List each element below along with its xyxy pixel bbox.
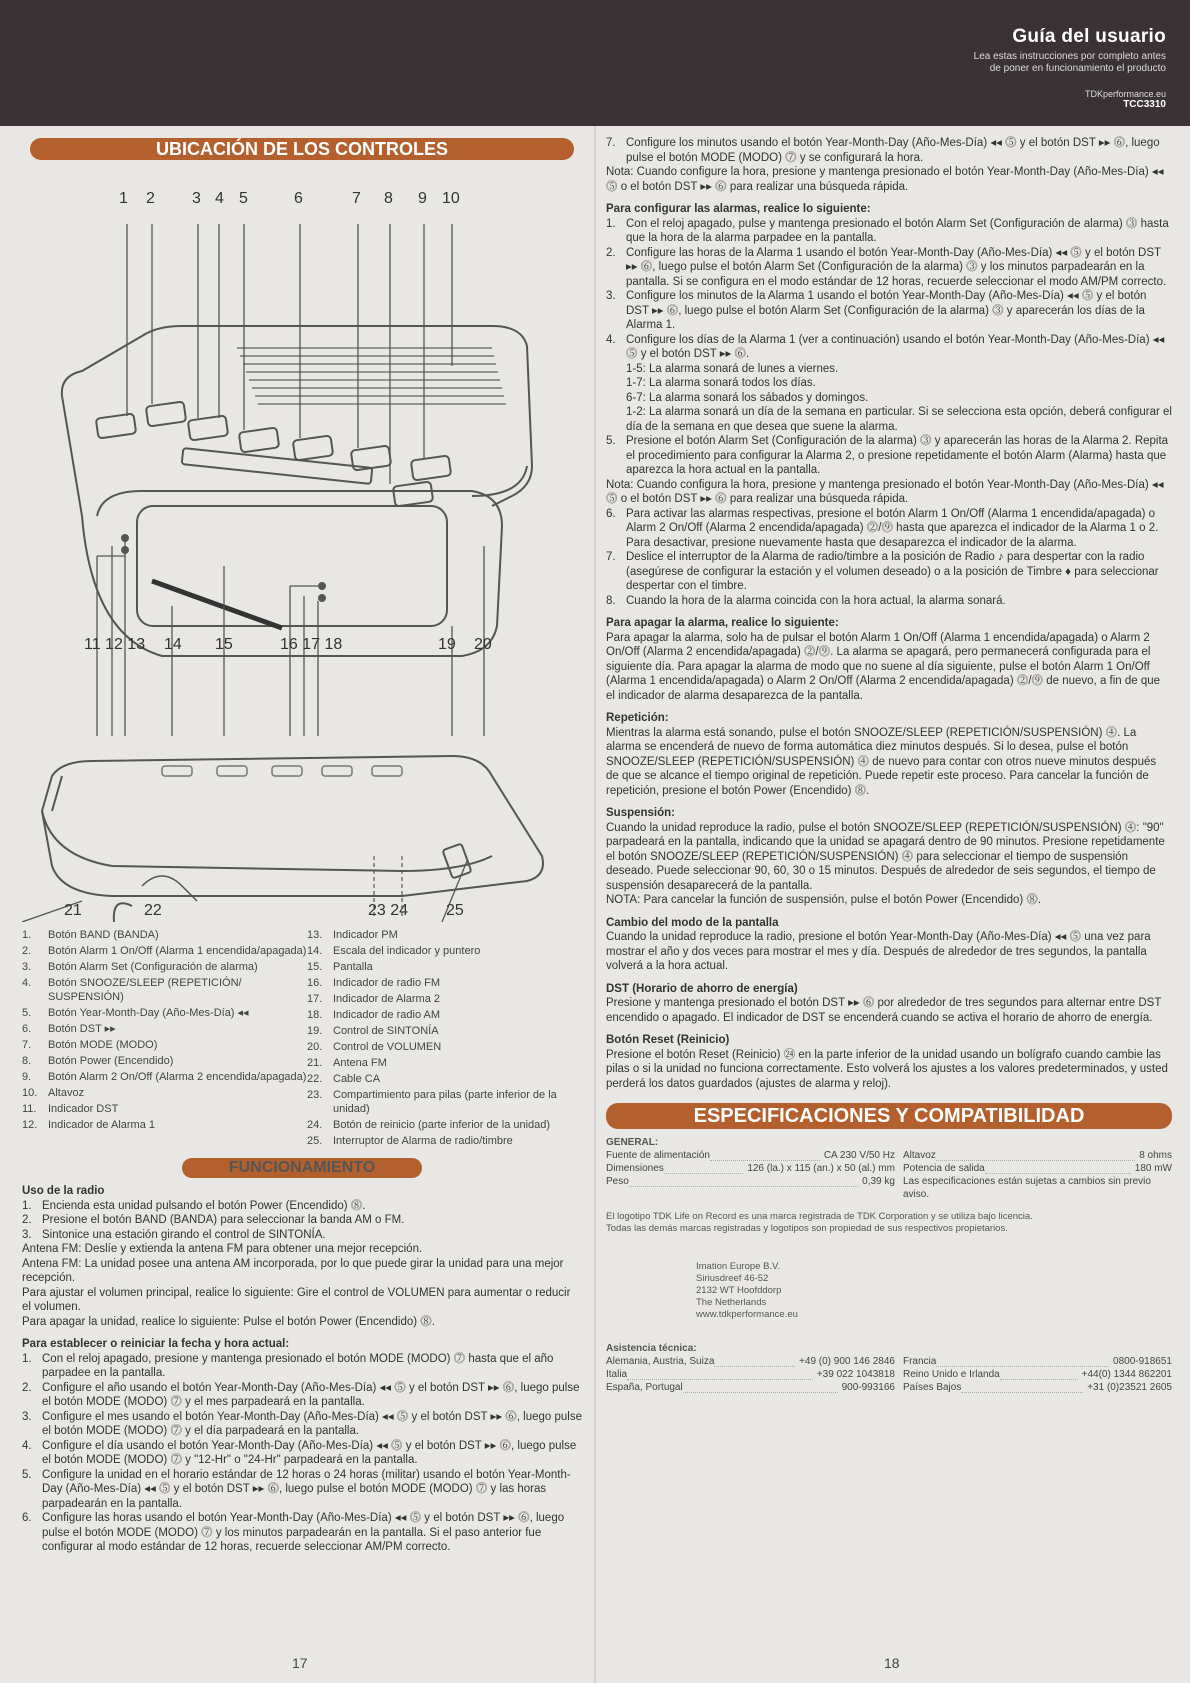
- list-item: 16. Indicador de radio FM: [307, 977, 440, 989]
- callout-9: 9: [418, 190, 427, 207]
- sleep-note: NOTA: Para cancelar la función de suspensión, pulse el botón Power (Encendido) ⓼.: [606, 894, 1042, 906]
- note-alarm: Nota: Cuando configura la hora, presione y mantenga presionado el botón Year-Month-Day (Año-Mes-Día) ◂◂ ⓹ o el botón DST ▸▸ ⓺ para realizar una búsqueda rápida.: [606, 478, 1164, 505]
- list-item: 18. Indicador de radio AM: [307, 1009, 441, 1021]
- list-item: 3. Sintonice una estación girando el control de SINTONÍA.: [22, 1228, 326, 1241]
- guide-subtitle-2: de poner en funcionamiento el producto: [989, 63, 1166, 74]
- support-left: [606, 1355, 895, 1394]
- note-time: Nota: Cuando configure la hora, presione y mantenga presionado el botón Year-Month-Day (Año-Mes-Día) ◂◂ ⓹ o el botón DST ▸▸ ⓺ para realizar una búsqueda rápida.: [606, 166, 1164, 193]
- list-item: 12. Indicador de Alarma 1: [22, 1119, 156, 1131]
- callout-20: 20: [474, 636, 492, 653]
- alarm-days-list: [606, 362, 1172, 435]
- support-heading: Asistencia técnica:: [606, 1343, 697, 1354]
- list-item: 6. Botón DST ▸▸: [22, 1023, 116, 1035]
- list-item: 8. Botón Power (Encendido): [22, 1055, 174, 1067]
- alarm-steps: [606, 217, 1172, 362]
- sleep-heading: Suspensión:: [606, 807, 676, 819]
- list-item: 1-5: La alarma sonará de lunes a viernes.: [626, 362, 839, 375]
- callout-7: 7: [352, 190, 361, 207]
- table-row: Francia 0800-918651: [902, 1356, 1172, 1367]
- clock-illustration: [22, 166, 582, 922]
- callout-1: 1: [119, 190, 128, 207]
- power-off-text: Para apagar la unidad, realice lo siguiente: Pulse el botón Power (Encendido) ⓼.: [22, 1315, 435, 1328]
- table-row: Altavoz 8 ohms: [902, 1150, 1172, 1161]
- stop-alarm-text: Para apagar la alarma, solo ha de pulsar el botón Alarm 1 On/Off (Alarma 1 encendida/apagada) o Alarm 2 On/Off (Alarma 2 encendida/apagada) ⓶/⓽. La alarma se apagará, pero permanecerá configurada para el siguiente día. Para apagar la alarma de modo que no suene al día siguiente, pulse el botón Alarm 1 On/Off (Alarma 1 encendida/apagada) o Alarm 2 On/Off (Alarma 2 encendida/apagada) ⓶/⓽ de nuevo, a fin de que el indicador de alarma desaparezca de la pantalla.: [606, 631, 1161, 702]
- list-item: 15. Pantalla: [307, 961, 373, 973]
- page-fold: [594, 126, 596, 1683]
- trademark-line-1: El logotipo TDK Life on Record es una marca registrada de TDK Corporation y se utiliza bajo licencia.: [606, 1211, 1033, 1222]
- display-mode-heading: Cambio del modo de la pantalla: [606, 916, 779, 929]
- sleep-text: Cuando la unidad reproduce la radio, pulse el botón SNOOZE/SLEEP (REPETICIÓN/SUSPENSIÓN) ⓸: "90" parpadeará en la pantalla, indicando que la unidad se apagará dentro de 90 minutos. Presione repetidamente el botón SNOOZE/SLEEP (REPETICIÓN/SUSPENSIÓN) ⓸ para seleccionar el tiempo de suspensión deseado. Puede seleccionar 90, 60, 30 o 15 minutos. Después de alrededor de seis segundos, el tiempo de suspensión desaparecerá de la pantalla.: [606, 821, 1165, 892]
- specs-right: [903, 1149, 1172, 1201]
- list-item: 19. Control de SINTONÍA: [307, 1025, 439, 1037]
- am-antenna-text: Antena FM: La unidad posee una antena AM incorporada, por lo que puede girar la unidad para una mejor recepción.: [22, 1257, 564, 1284]
- controls-legend: [22, 928, 582, 1150]
- callout-11-13: 11 12 13: [84, 636, 146, 653]
- list-item: 21. Antena FM: [307, 1057, 387, 1069]
- general-heading: GENERAL:: [606, 1137, 659, 1148]
- list-item: 1. Con el reloj apagado, presione y mantenga presionado el botón MODE (MODO) ⓻ hasta que el año parpadee en la pantalla.: [22, 1352, 554, 1379]
- page-number-left: 17: [292, 1655, 308, 1671]
- display-mode-text: Cuando la unidad reproduce la radio, presione el botón Year-Month-Day (Año-Mes-Día) ◂◂ ⓹ una vez para mostrar el año y dos veces para mostrar el mes y día. Después de alrededor de tres segundos, la pantalla volverá a la hora actual.: [606, 931, 1151, 972]
- callout-22: 22: [144, 902, 162, 919]
- operation-banner: FUNCIONAMIENTO: [182, 1158, 422, 1178]
- list-item: 17. Indicador de Alarma 2: [307, 993, 441, 1005]
- volume-text: Para ajustar el volumen principal, realice lo siguiente: Gire el control de VOLUMEN para aumentar o reducir el volumen.: [22, 1286, 571, 1313]
- company-address: Imation Europe B.V. Siriusdreef 46-52 2132 WT Hoofddorp The Netherlands www.tdkperformance.eu: [696, 1261, 798, 1320]
- list-item: 6. Para activar las alarmas respectivas, presione el botón Alarm 1 On/Off (Alarma 1 encendida/apagada) o Alarm 2 On/Off (Alarma 2 encendida/apagada) ⓶/⓽ hasta que aparezca el indicador de la Alarma 1 o 2. Para desactivar, presione nuevamente hasta que desaparezca el indicador de la alarma.: [606, 507, 1159, 549]
- list-item: 5. Presione el botón Alarm Set (Configuración de la alarma) ⓷ y aparecerán las horas de la Alarma 2. Repita el procedimiento para configurar la Alarma 2, o presione repetidamente el botón Alarm (Alarma) hasta que aparezca la hora actual en la pantalla.: [606, 435, 1169, 476]
- list-item: 8. Cuando la hora de la alarma coincida con la hora actual, la alarma sonará.: [606, 594, 1006, 607]
- callout-6: 6: [294, 190, 303, 207]
- guide-subtitle-1: Lea estas instrucciones por completo antes: [973, 51, 1166, 62]
- radio-heading: Uso de la radio: [22, 1185, 105, 1197]
- specs-table: [606, 1149, 1172, 1201]
- support-table: [606, 1355, 1172, 1394]
- list-item: 1-2: La alarma sonará un día de la semana en particular. Si se selecciona esta opción, deberá configurar el día de la semana en que desea que suene la alarma.: [626, 406, 1172, 433]
- alarm-steps-b: [606, 434, 1172, 478]
- list-item: 4. Configure el día usando el botón Year-Month-Day (Año-Mes-Día) ◂◂ ⓹ y el botón DST ▸▸ ⓺, luego pulse el botón MODE (MODO) ⓻ y "12-Hr" o "24-Hr" parpadeará en la pantalla.: [22, 1439, 577, 1466]
- list-item: 2. Configure las horas de la Alarma 1 usando el botón Year-Month-Day (Año-Mes-Día) ◂◂ ⓹ y el botón DST ▸▸ ⓺, luego pulse el botón Alarm Set (Configuración de la alarma) ⓷ y los minutos parpadearán en la pantalla. Si se configura en el modo estándar de 12 horas, recuerde seleccionar el modo AM/PM correcto.: [606, 246, 1167, 288]
- list-item: 4. Botón SNOOZE/SLEEP (REPETICIÓN/ SUSPENSIÓN): [22, 977, 242, 1003]
- header-block: [746, 26, 1166, 110]
- list-item: 6. Configure las horas usando el botón Year-Month-Day (Año-Mes-Día) ◂◂ ⓹ y el botón DST ▸▸ ⓺, luego pulse el botón MODE (MODO) ⓻ y los minutos parpadearán en la pantalla. Si el paso anterior fue configurar al modo estándar de 12 horas, recuerde seleccionar AM/PM correcto.: [22, 1512, 565, 1553]
- callout-4: 4: [215, 190, 224, 207]
- table-row: Países Bajos +31 (0)23521 2605: [902, 1382, 1172, 1393]
- reset-heading: Botón Reset (Reinicio): [606, 1034, 730, 1046]
- model-number: TCC3310: [1123, 99, 1166, 110]
- list-item: 11. Indicador DST: [22, 1103, 119, 1115]
- list-item: 22. Cable CA: [307, 1073, 381, 1085]
- callout-3: 3: [192, 190, 201, 207]
- snooze-heading: Repetición:: [606, 712, 669, 724]
- callout-19: 19: [438, 636, 456, 653]
- datetime-steps: [22, 1352, 582, 1555]
- list-item: 6-7: La alarma sonará los sábados y domingos.: [626, 391, 869, 404]
- list-item: 3. Configure el mes usando el botón Year-Month-Day (Año-Mes-Día) ◂◂ ⓹ y el botón DST ▸▸ ⓺, luego pulse el botón MODE (MODO) ⓻ y el día parpadeará en la pantalla.: [22, 1410, 582, 1437]
- alarm-steps-c: [606, 507, 1172, 609]
- fm-antenna-text: Antena FM: Deslíe y extienda la antena FM para obtener una mejor recepción.: [22, 1243, 423, 1255]
- stop-alarm-heading: Para apagar la alarma, realice lo siguiente:: [606, 617, 839, 629]
- callout-15: 15: [215, 636, 233, 653]
- callout-16-18: 16 17 18: [280, 636, 343, 653]
- list-item: 4. Configure los días de la Alarma 1 (ver a continuación) usando el botón Year-Month-Day (Año-Mes-Día) ◂◂ ⓹ y el botón DST ▸▸ ⓺.: [606, 333, 1165, 360]
- page-number-right: 18: [884, 1655, 900, 1671]
- header-bar: [0, 0, 1190, 126]
- list-item: 5. Botón Year-Month-Day (Año-Mes-Día) ◂◂: [22, 1007, 249, 1019]
- callout-23-24: 23 24: [368, 902, 409, 919]
- table-row: Peso 0,39 kg: [606, 1176, 895, 1187]
- callout-21: 21: [64, 902, 82, 919]
- left-page: [22, 138, 582, 1555]
- callout-25: 25: [446, 902, 464, 919]
- list-item: 23. Compartimiento para pilas (parte inferior de la unidad): [307, 1089, 557, 1115]
- list-item: 14. Escala del indicador y puntero: [307, 945, 481, 957]
- controls-banner: UBICACIÓN DE LOS CONTROLES: [30, 138, 574, 160]
- table-row: Alemania, Austria, Suiza +49 (0) 900 146 2846: [606, 1356, 895, 1367]
- list-item: 25. Interruptor de Alarma de radio/timbre: [307, 1135, 513, 1147]
- right-page: [606, 136, 1172, 1394]
- table-row: Italia +39 022 1043818: [606, 1369, 895, 1380]
- guide-title: Guía del usuario: [1012, 26, 1166, 47]
- list-item: 5. Configure la unidad en el horario estándar de 12 horas o 24 horas (militar) usando el botón Year-Month-Day (Año-Mes-Día) ◂◂ ⓹ y el botón DST ▸▸ ⓺, luego pulse el botón MODE (MODO) ⓻ y las horas parpadearán en la pantalla.: [22, 1468, 571, 1510]
- callout-10: 10: [442, 190, 460, 207]
- website: TDKperformance.eu: [1084, 89, 1166, 99]
- list-item: 1-7: La alarma sonará todos los días.: [626, 377, 816, 389]
- trademark-line-2: Todas las demás marcas registradas y logotipos son propiedad de sus respectivos propietarios.: [606, 1223, 1008, 1234]
- list-item: 20. Control de VOLUMEN: [307, 1041, 442, 1053]
- list-item: 1. Con el reloj apagado, pulse y mantenga presionado el botón Alarm Set (Configuración de alarma) ⓷ hasta que la hora de la alarma parpadee en la pantalla.: [606, 217, 1169, 244]
- specs-note: Las especificaciones están sujetas a cambios sin previo aviso.: [902, 1176, 1151, 1200]
- table-row: Dimensiones 126 (la.) x 115 (an.) x 50 (al.) mm: [606, 1163, 895, 1174]
- table-row: Reino Unido e Irlanda +44(0) 1344 862201: [902, 1369, 1172, 1380]
- list-item: 24. Botón de reinicio (parte inferior de la unidad): [307, 1119, 551, 1131]
- list-item: 1. Botón BAND (BANDA): [22, 929, 159, 941]
- list-item: 3. Configure los minutos de la Alarma 1 usando el botón Year-Month-Day (Año-Mes-Día) ◂◂ ⓹ y el botón DST ▸▸ ⓺, luego pulse el botón Alarm Set (Configuración de la alarma) ⓷ y aparecerán los días de la Alarma 1.: [606, 290, 1147, 331]
- reset-text: Presione el botón Reset (Reinicio) ㉔ en la parte inferior de la unidad usando un bolígrafo cuando cambie las pilas o si la unidad no funciona correctamente. Esto volverá los ajustes a los valores predeterminados, y usted perderá los datos guardados (ajustes de alarma y reloj).: [606, 1048, 1168, 1090]
- list-item: 3. Botón Alarm Set (Configuración de alarma): [22, 961, 258, 973]
- legend-list-right: [307, 928, 577, 1150]
- list-item: 7. Configure los minutos usando el botón Year-Month-Day (Año-Mes-Día) ◂◂ ⓹ y el botón DST ▸▸ ⓺, luego pulse el botón MODE (MODO) ⓻ y se configurará la hora.: [606, 137, 1160, 164]
- list-item: 9. Botón Alarm 2 On/Off (Alarma 2 encendida/apagada): [22, 1071, 307, 1083]
- datetime-heading: Para establecer o reiniciar la fecha y hora actual:: [22, 1338, 290, 1350]
- dst-text: Presione y mantenga presionado el botón DST ▸▸ ⓺ por alrededor de tres segundos para alternar entre DST encendido o apagado. El indicador de DST se encenderá cuando se activa el horario de ahorro de energía.: [606, 997, 1162, 1024]
- specs-left: [606, 1149, 895, 1201]
- radio-steps: [22, 1199, 582, 1243]
- list-item: 13. Indicador PM: [307, 929, 398, 941]
- list-item: 2. Presione el botón BAND (BANDA) para seleccionar la banda AM o FM.: [22, 1214, 405, 1226]
- callout-8: 8: [384, 190, 393, 207]
- table-row: Fuente de alimentación CA 230 V/50 Hz: [606, 1150, 895, 1161]
- list-item: 2. Configure el año usando el botón Year-Month-Day (Año-Mes-Día) ◂◂ ⓹ y el botón DST ▸▸ ⓺, luego pulse el botón MODE (MODO) ⓻ y el mes parpadeará en la pantalla.: [22, 1381, 580, 1408]
- callout-14: 14: [164, 636, 182, 653]
- alarm-heading: Para configurar las alarmas, realice lo siguiente:: [606, 203, 871, 215]
- snooze-text: Mientras la alarma está sonando, pulse el botón SNOOZE/SLEEP (REPETICIÓN/SUSPENSIÓN) ⓸. La alarma se encenderá de nuevo de forma automática diez minutos después. Si lo desea, pulse el botón SNOOZE/SLEEP (REPETICIÓN/SUSPENSIÓN) ⓸ de nuevo para contar con otros nueve minutos después de que se alcance el tiempo original de repetición. Puede repetir este proceso. Para cancelar la función de repetición, presione el botón Power (Encendido) ⓼.: [606, 726, 1157, 797]
- list-item: 7. Botón MODE (MODO): [22, 1039, 158, 1051]
- list-item: 1. Encienda esta unidad pulsando el botón Power (Encendido) ⓼.: [22, 1199, 366, 1212]
- list-item: 2. Botón Alarm 1 On/Off (Alarma 1 encendida/apagada): [22, 945, 307, 957]
- specs-banner: ESPECIFICACIONES Y COMPATIBILIDAD: [606, 1103, 1172, 1129]
- list-item: 10. Altavoz: [22, 1087, 85, 1099]
- callout-5: 5: [239, 190, 248, 207]
- dst-heading: DST (Horario de ahorro de energía): [606, 982, 798, 995]
- callout-2: 2: [146, 190, 155, 207]
- list-item: 7. Deslice el interruptor de la Alarma de radio/timbre a la posición de Radio ♪ para despertar con la radio (asegúrese de configurar la estación y el volumen deseado) o a la posición de Timbre ♦ para seleccionar despertar con el timbre.: [606, 551, 1159, 592]
- table-row: España, Portugal 900-993166: [606, 1382, 895, 1393]
- trademark-notice: [606, 1211, 1172, 1235]
- support-right: [903, 1355, 1172, 1394]
- legend-list-left: [22, 928, 307, 1150]
- clock-diagram: [22, 166, 582, 922]
- table-row: Potencia de salida 180 mW: [902, 1163, 1172, 1174]
- time-steps-cont: [606, 136, 1172, 165]
